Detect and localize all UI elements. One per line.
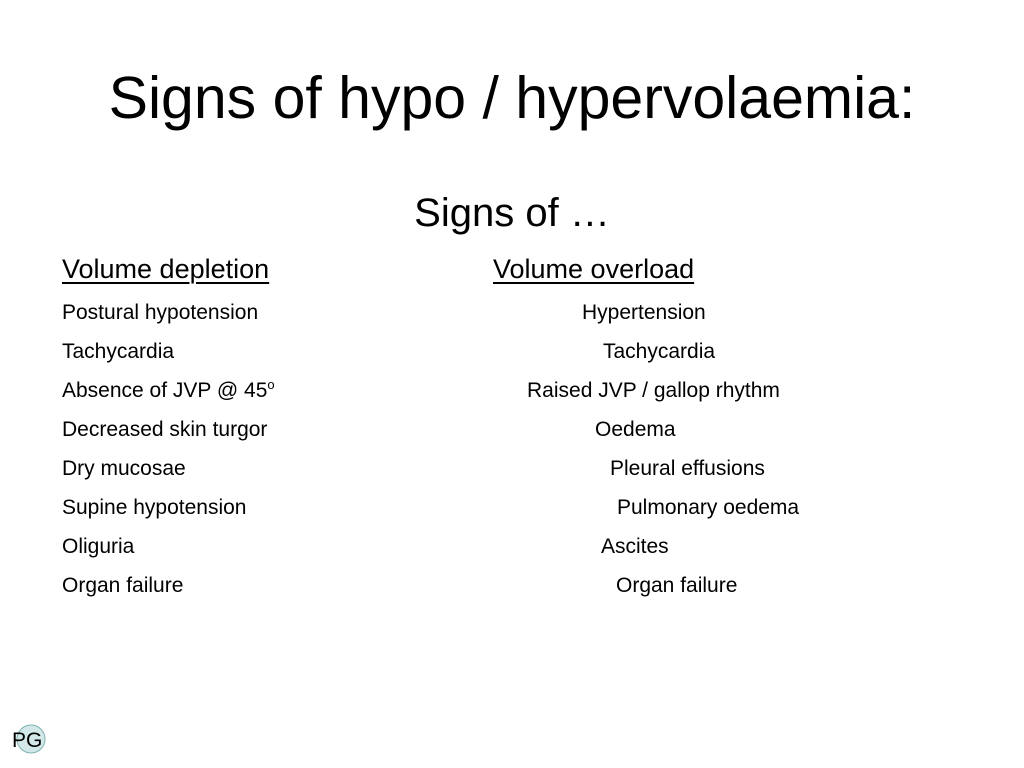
volume-overload-heading: Volume overload bbox=[493, 254, 695, 284]
depletion-item: Supine hypotension bbox=[62, 496, 247, 519]
pg-logo bbox=[12, 722, 46, 756]
overload-item: Ascites bbox=[601, 535, 669, 558]
overload-item: Tachycardia bbox=[603, 340, 716, 363]
depletion-item: Dry mucosae bbox=[62, 457, 186, 480]
overload-item: Raised JVP / gallop rhythm bbox=[527, 379, 780, 402]
slide-title: Signs of hypo / hypervolaemia: bbox=[108, 65, 916, 131]
svg-text:PG: PG bbox=[12, 729, 43, 752]
depletion-item-jvp bbox=[62, 378, 275, 404]
overload-item: Oedema bbox=[595, 418, 676, 441]
depletion-item: Postural hypotension bbox=[62, 301, 259, 324]
overload-item: Hypertension bbox=[582, 301, 706, 324]
depletion-item: Decreased skin turgor bbox=[62, 418, 268, 441]
pg-logo-graphic bbox=[12, 722, 46, 756]
overload-item: Pulmonary oedema bbox=[617, 496, 800, 519]
depletion-item: Tachycardia bbox=[62, 340, 175, 363]
degree-superscript: o bbox=[267, 377, 275, 392]
volume-depletion-heading: Volume depletion bbox=[62, 254, 270, 284]
depletion-item-jvp-text: Absence of JVP @ 45 bbox=[62, 379, 268, 402]
depletion-item: Oliguria bbox=[62, 535, 135, 558]
slide-subtitle: Signs of … bbox=[414, 191, 610, 235]
overload-item: Pleural effusions bbox=[610, 457, 765, 480]
depletion-item: Organ failure bbox=[62, 574, 184, 597]
overload-item: Organ failure bbox=[616, 574, 738, 597]
